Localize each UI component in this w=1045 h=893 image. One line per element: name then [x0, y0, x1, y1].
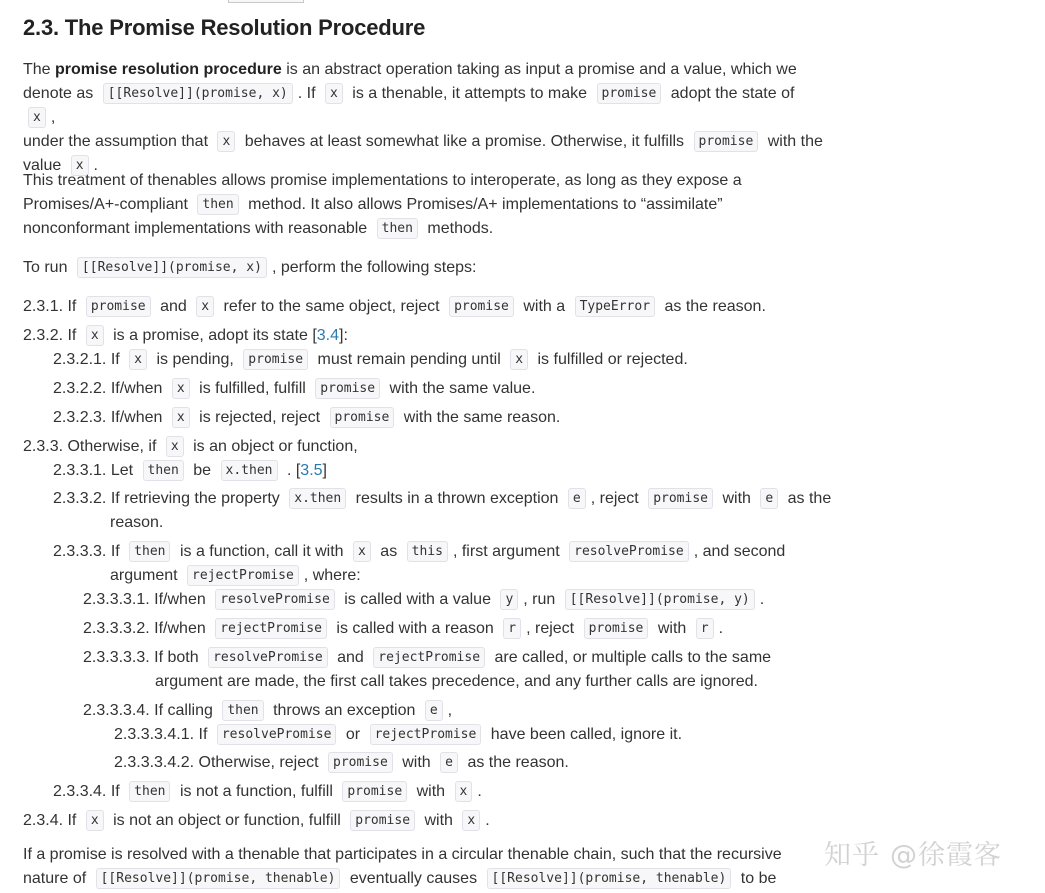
code-resolvepromise: resolvePromise: [208, 647, 328, 668]
code-then: then: [143, 460, 184, 481]
code-x: x: [217, 131, 235, 152]
step-2-3-3-3-1: [83, 588, 764, 612]
text: have been called, ignore it.: [490, 726, 683, 743]
code-y: y: [500, 589, 518, 610]
code-x-then: x.then: [289, 488, 346, 509]
step-number: 2.3.2.2. If/when: [53, 380, 163, 397]
text: with the: [767, 133, 823, 150]
step-number: 2.3.3.2. If retrieving the property: [53, 490, 280, 507]
code-promise: promise: [342, 781, 407, 802]
text: as the reason.: [664, 298, 766, 315]
text: reason.: [110, 514, 164, 531]
step-number: 2.3.2. If: [23, 327, 77, 344]
text: is fulfilled or rejected.: [537, 351, 688, 368]
text: is pending,: [156, 351, 234, 368]
text: This treatment of thenables allows promise implementations to interoperate, as long as they expose a: [23, 172, 742, 189]
text: behaves at least somewhat like a promise. Otherwise, it fulfills: [244, 133, 685, 150]
step-number: 2.3.2.1. If: [53, 351, 120, 368]
code-then: then: [222, 700, 263, 721]
step-2-3-3: [23, 435, 358, 459]
text: is a promise, adopt its state [: [113, 327, 317, 344]
step-number: 2.3.3.3.1. If/when: [83, 591, 206, 608]
circular-paragraph-line-1: [23, 843, 782, 867]
text: denote as: [23, 85, 94, 102]
text: with: [416, 783, 446, 800]
step-2-3-3-3-4: [83, 699, 452, 723]
text: method. It also allows Promises/A+ implementations to “assimilate”: [248, 196, 723, 213]
text: is a thenable, it attempts to make: [352, 85, 588, 102]
code-x: x: [172, 378, 190, 399]
text: .: [718, 620, 724, 637]
code-promise: promise: [584, 618, 649, 639]
step-number: 2.3.3.3.4. If calling: [83, 702, 213, 719]
text: or: [345, 726, 361, 743]
text: to be: [740, 870, 777, 887]
step-number: 2.3.3. Otherwise, if: [23, 438, 157, 455]
text: .: [477, 783, 482, 800]
text: argument: [110, 567, 178, 584]
step-2-3-3-2: [53, 487, 831, 511]
text: value: [23, 157, 62, 174]
text: is an object or function,: [193, 438, 358, 455]
code-rejectpromise: rejectPromise: [215, 618, 327, 639]
code-resolve: [[Resolve]](promise, x): [103, 83, 293, 104]
step-2-3-3-1: [53, 459, 327, 483]
text: with the same value.: [389, 380, 536, 397]
code-x-then: x.then: [221, 460, 278, 481]
text: is rejected, reject: [199, 409, 321, 426]
code-resolve-y: [[Resolve]](promise, y): [565, 589, 755, 610]
text: nature of: [23, 870, 87, 887]
step-number: 2.3.3.3.4.2. Otherwise, reject: [114, 754, 319, 771]
code-e: e: [440, 752, 458, 773]
code-x: x: [71, 155, 89, 176]
code-x: x: [325, 83, 343, 104]
text: refer to the same object, reject: [223, 298, 440, 315]
code-resolve-thenable: [[Resolve]](promise, thenable): [96, 868, 341, 889]
circular-paragraph-line-2: [23, 867, 776, 891]
text: is not an object or function, fulfill: [113, 812, 341, 829]
text: is called with a reason: [336, 620, 494, 637]
text: as the reason.: [467, 754, 569, 771]
code-x: x: [86, 810, 104, 831]
text: results in a thrown exception: [355, 490, 559, 507]
page-title: 2.3. The Promise Resolution Procedure: [23, 15, 426, 40]
text: with: [722, 490, 751, 507]
code-resolvepromise: resolvePromise: [215, 589, 335, 610]
code-x: x: [86, 325, 104, 346]
step-2-3-2-2: [53, 377, 535, 401]
text: .: [485, 812, 490, 829]
step-2-3-3-3: [53, 540, 785, 564]
text: If a promise is resolved with a thenable that participates in a circular thenable chain, such that the recursive: [23, 846, 782, 863]
text: eventually causes: [349, 870, 478, 887]
text: ,: [447, 702, 453, 719]
text: , first argument: [452, 543, 560, 560]
text: and: [160, 298, 187, 315]
step-number: 2.3.3.3.3. If both: [83, 649, 199, 666]
step-2-3-3-2-continued: [110, 511, 163, 535]
step-2-3-3-3-continued: [110, 564, 361, 588]
text: , where:: [303, 567, 361, 584]
text: as: [380, 543, 398, 560]
step-2-3-3-3-4-1: [114, 723, 682, 747]
text: is a function, call it with: [179, 543, 344, 560]
code-then: then: [197, 194, 238, 215]
text: be: [193, 462, 212, 479]
code-x: x: [129, 349, 147, 370]
code-typeerror: TypeError: [575, 296, 655, 317]
code-x: x: [455, 781, 473, 802]
step-2-3-3-3-3-continued: [155, 670, 758, 694]
code-e: e: [760, 488, 778, 509]
text: . [: [286, 462, 301, 479]
text: To run: [23, 259, 68, 276]
intro-paragraph: [23, 58, 823, 178]
code-x: x: [462, 810, 480, 831]
step-2-3-3-3-2: [83, 617, 723, 641]
text: Promises/A+-compliant: [23, 196, 188, 213]
step-2-3-2: [23, 324, 348, 348]
text: , reject: [590, 490, 639, 507]
text: with: [424, 812, 453, 829]
step-2-3-2-1: [53, 348, 688, 372]
text: and: [337, 649, 364, 666]
text: , and second: [693, 543, 786, 560]
step-2-3-1: [23, 295, 766, 319]
code-promise: promise: [328, 752, 393, 773]
text: throws an exception: [273, 702, 416, 719]
step-number: 2.3.3.3.2. If/when: [83, 620, 206, 637]
code-promise: promise: [243, 349, 308, 370]
code-x: x: [166, 436, 184, 457]
code-resolve: [[Resolve]](promise, x): [77, 257, 267, 278]
text: , perform the following steps:: [271, 259, 477, 276]
code-r: r: [696, 618, 714, 639]
text: adopt the state of: [670, 85, 795, 102]
ref-link-3-5[interactable]: 3.5: [300, 462, 323, 479]
step-2-3-2-3: [53, 406, 560, 430]
text: under the assumption that: [23, 133, 209, 150]
text: argument are made, the first call takes precedence, and any further calls are ignored.: [155, 673, 758, 690]
code-promise: promise: [648, 488, 713, 509]
thenables-paragraph: [23, 169, 823, 241]
text: . If: [297, 85, 316, 102]
step-number: 2.3.3.3.4.1. If: [114, 726, 208, 743]
text: is an abstract operation taking as input a promise and a value, which we: [286, 61, 797, 78]
code-then: then: [129, 541, 170, 562]
code-this: this: [407, 541, 448, 562]
code-r: r: [503, 618, 521, 639]
code-promise: promise: [86, 296, 151, 317]
step-number: 2.3.3.1. Let: [53, 462, 134, 479]
code-promise: promise: [694, 131, 759, 152]
top-tab-fragment: [228, 0, 304, 3]
step-2-3-3-3-3: [83, 646, 771, 670]
text: with a: [523, 298, 566, 315]
step-2-3-4: [23, 809, 490, 833]
step-2-3-3-4: [53, 780, 482, 804]
text: ]: [322, 462, 327, 479]
code-resolvepromise: resolvePromise: [217, 724, 337, 745]
code-rejectpromise: rejectPromise: [187, 565, 299, 586]
code-x: x: [510, 349, 528, 370]
code-x: x: [28, 107, 46, 128]
code-resolve-thenable: [[Resolve]](promise, thenable): [487, 868, 732, 889]
text: nonconformant implementations with reasonable: [23, 220, 368, 237]
text: is fulfilled, fulfill: [199, 380, 306, 397]
text: with: [402, 754, 431, 771]
code-promise: promise: [330, 407, 395, 428]
text: , run: [523, 591, 556, 608]
text: with: [657, 620, 687, 637]
step-number: 2.3.1. If: [23, 298, 77, 315]
code-x: x: [172, 407, 190, 428]
code-e: e: [425, 700, 443, 721]
watermark-user: @徐霞客: [890, 840, 1002, 871]
text: are called, or multiple calls to the same: [494, 649, 772, 666]
code-e: e: [568, 488, 586, 509]
step-number: 2.3.3.4. If: [53, 783, 120, 800]
code-promise: promise: [315, 378, 380, 399]
text: ,: [50, 109, 56, 126]
code-x: x: [353, 541, 371, 562]
code-x: x: [196, 296, 214, 317]
text: is called with a value: [344, 591, 491, 608]
bold-term: promise resolution procedure: [55, 61, 282, 78]
code-rejectpromise: rejectPromise: [370, 724, 482, 745]
text: ]:: [339, 327, 348, 344]
code-promise: promise: [597, 83, 662, 104]
text: .: [759, 591, 765, 608]
text: is not a function, fulfill: [179, 783, 333, 800]
zhihu-watermark: [824, 833, 1002, 872]
step-2-3-3-3-4-2: [114, 751, 569, 775]
code-promise: promise: [449, 296, 514, 317]
code-then: then: [129, 781, 170, 802]
step-number: 2.3.2.3. If/when: [53, 409, 163, 426]
step-number: 2.3.3.3. If: [53, 543, 120, 560]
code-promise: promise: [350, 810, 415, 831]
watermark-brand: 知乎: [824, 840, 880, 871]
text: methods.: [427, 220, 494, 237]
to-run-line: [23, 256, 476, 280]
text: , reject: [526, 620, 575, 637]
text: The: [23, 61, 51, 78]
text: must remain pending until: [317, 351, 501, 368]
code-rejectpromise: rejectPromise: [373, 647, 485, 668]
ref-link-3-4[interactable]: 3.4: [316, 327, 340, 344]
step-number: 2.3.4. If: [23, 812, 77, 829]
text: .: [93, 157, 98, 174]
text: as the: [787, 490, 832, 507]
code-then: then: [377, 218, 418, 239]
code-resolvepromise: resolvePromise: [569, 541, 689, 562]
text: with the same reason.: [403, 409, 561, 426]
